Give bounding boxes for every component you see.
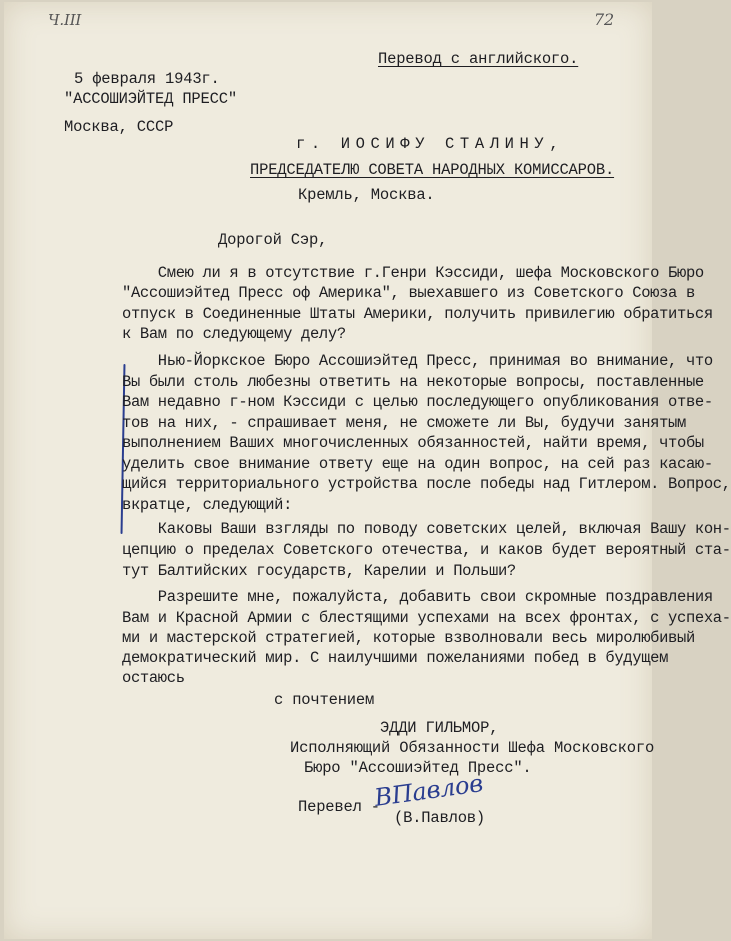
body-line: тут Балтийских государств, Карелии и Польши?: [122, 562, 516, 580]
body-line: "Ассошиэйтед Пресс оф Америка", выехавшего из Советского Союза в: [122, 284, 695, 302]
translation-note: Перевод с английского.: [378, 50, 579, 68]
agency-name: "АССОШИЭЙТЕД ПРЕСС": [64, 90, 237, 108]
body-line: Нью-Йоркское Бюро Ассошиэйтед Пресс, принимая во внимание, что: [122, 352, 713, 370]
body-line: Вам недавно г-ном Кэссиди с целью последующего опубликования отве-: [122, 393, 713, 411]
body-line: Каковы Ваши взгляды по поводу советских целей, включая Вашу кон-: [122, 520, 731, 538]
closing-regards: с почтением: [274, 691, 375, 709]
body-line: остаюсь: [122, 669, 185, 687]
addressee-position: ПРЕДСЕДАТЕЛЮ СОВЕТА НАРОДНЫХ КОМИССАРОВ.: [250, 161, 615, 179]
body-line: отпуск в Соединенные Штаты Америки, получить привилегию обратиться: [122, 305, 713, 323]
body-line: демократический мир. С наилучшими пожеланиями побед в будущем: [122, 649, 669, 667]
translator-name: (В.Павлов): [394, 809, 486, 827]
body-line: уделить свое внимание ответу еще на один вопрос, на сей раз касаю-: [122, 455, 713, 473]
sender-city: Москва, СССР: [64, 118, 174, 136]
body-line: Вы были столь любезны ответить на некоторые вопросы, поставленные: [122, 373, 704, 391]
addressee-name: г. ИОСИФУ СТАЛИНУ,: [296, 135, 565, 153]
letter-date: 5 февраля 1943г.: [74, 70, 220, 88]
archive-volume-mark: Ч.III: [48, 11, 82, 29]
body-line: к Вам по следующему делу?: [122, 325, 346, 343]
translator-label: Перевел -: [298, 798, 380, 816]
document-page: [4, 2, 731, 939]
body-line: ми и мастерской стратегией, которые взволновали весь миролюбивый: [122, 629, 695, 647]
sender-title: Исполняющий Обязанности Шефа Московского: [290, 739, 655, 757]
body-line: Смею ли я в отсутствие г.Генри Кэссиди, шефа Московского Бюро: [122, 264, 704, 282]
sender-name: ЭДДИ ГИЛЬМОР,: [380, 719, 499, 737]
archive-page-number: 72: [594, 10, 614, 29]
addressee-location: Кремль, Москва.: [298, 186, 435, 204]
body-line: вкратце, следующий:: [122, 496, 293, 514]
body-line: выполнением Ваших многочисленных обязанностей, найти время, чтобы: [122, 434, 704, 452]
body-line: Вам и Красной Армии с блестящими успехами на всех фронтах, с успеха-: [122, 609, 731, 627]
body-line: щийся территориального устройства после победы над Гитлером. Вопрос,: [122, 475, 731, 493]
body-line: цепцию о пределах Советского отечества, и каков будет вероятный ста-: [122, 541, 731, 559]
salutation: Дорогой Сэр,: [218, 231, 328, 249]
translator-signature: ВПавлов: [372, 769, 485, 812]
sender-bureau: Бюро "Ассошиэйтед Пресс".: [304, 759, 532, 777]
body-line: тов на них, - спрашивает меня, не сможете ли Вы, будучи занятым: [122, 414, 686, 432]
body-line: Разрешите мне, пожалуйста, добавить свои скромные поздравления: [122, 588, 713, 606]
